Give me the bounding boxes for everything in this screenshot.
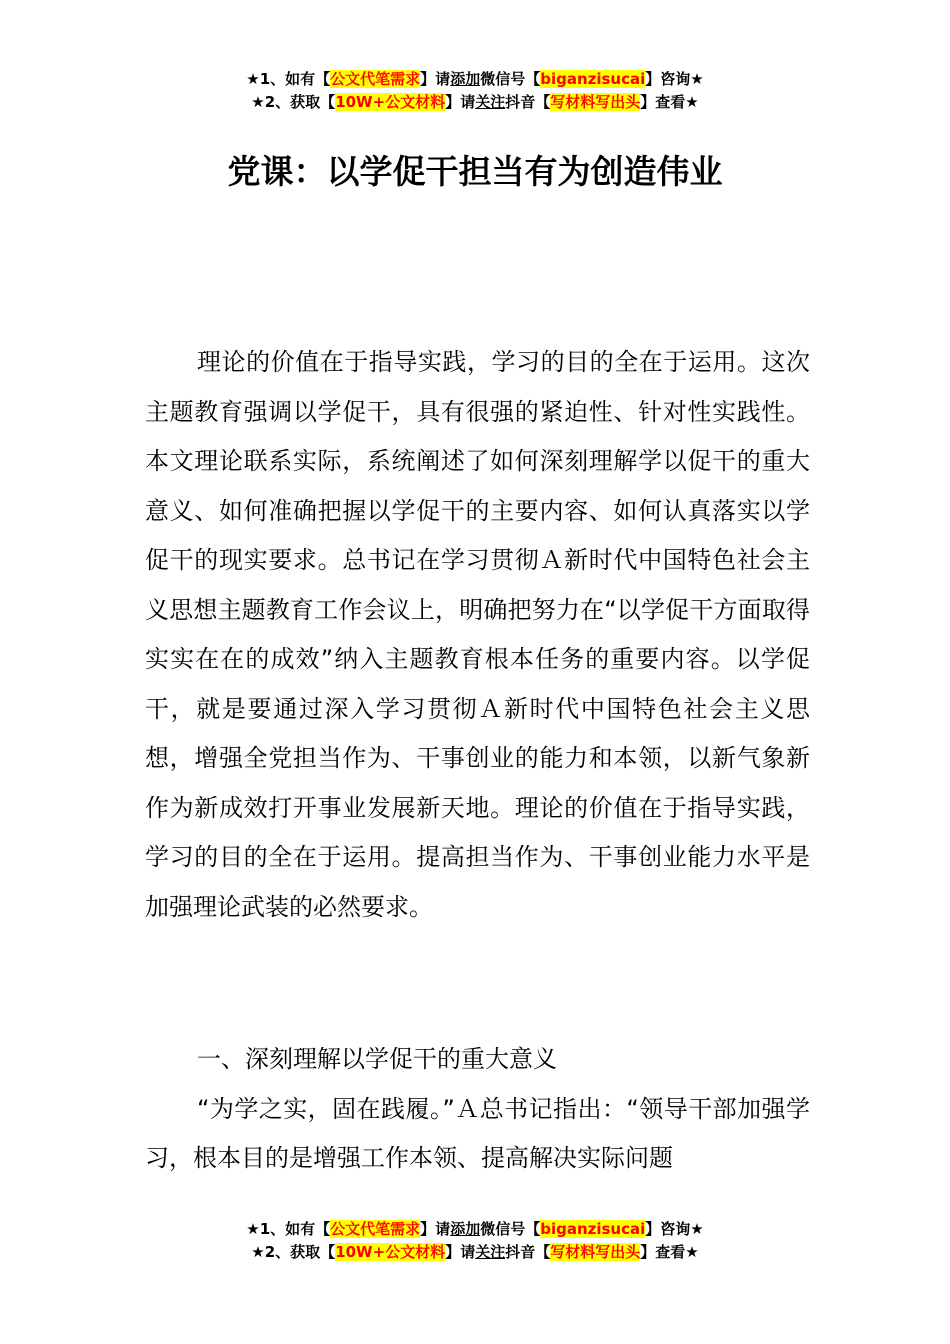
banner-text: 抖音【 <box>505 1243 551 1261</box>
banner-text: 】咨询★ <box>645 1220 704 1238</box>
banner-text: ★1、如有【 <box>246 1220 331 1238</box>
footer-line-1 <box>0 1218 950 1241</box>
banner-text: 】查看★ <box>640 1243 699 1261</box>
banner-text: 微信号【 <box>480 70 541 88</box>
banner-highlight: 公文代笔需求 <box>330 1220 421 1238</box>
banner-highlight: biganzisucai <box>540 1220 646 1238</box>
document-body <box>145 338 810 932</box>
banner-underline: 关注 <box>475 1243 506 1261</box>
banner-highlight: 10W+公文材料 <box>335 1243 446 1261</box>
banner-highlight: 写材料写出头 <box>550 93 641 111</box>
banner-underline: 添加 <box>450 1220 481 1238</box>
header-banner <box>0 68 950 114</box>
banner-highlight: biganzisucai <box>540 70 646 88</box>
banner-text: 】查看★ <box>640 93 699 111</box>
page-title: 党课：以学促干担当有为创造伟业 <box>227 152 723 191</box>
banner-text: 】请 <box>420 70 451 88</box>
section-heading: 一、深刻理解以学促干的重大意义 <box>197 1045 557 1073</box>
banner-text: 】请 <box>445 1243 476 1261</box>
intro-paragraph: 理论的价值在于指导实践，学习的目的全在于运用。这次主题教育强调以学促干，具有很强的紧迫性、针对性实践性。本文理论联系实际，系统阐述了如何深刻理解学以促干的重大意义、如何准确把握以学促干的主要内容、如何认真落实以学促干的现实要求。总书记在学习贯彻Ａ新时代中国特色社会主义思想主题教育工作会议上，明确把努力在“以学促干方面取得实实在在的成效”纳入主题教育根本任务的重要内容。以学促干，就是要通过深入学习贯彻Ａ新时代中国特色社会主义思想，增强全党担当作为、干事创业的能力和本领，以新气象新作为新成效打开事业发展新天地。理论的价值在于指导实践，学习的目的全在于运用。提高担当作为、干事创业能力水平是加强理论武装的必然要求。 <box>145 348 810 921</box>
banner-highlight: 写材料写出头 <box>550 1243 641 1261</box>
banner-text: 微信号【 <box>480 1220 541 1238</box>
section-paragraph: “为学之实，固在践履。”Ａ总书记指出：“领导干部加强学习，根本目的是增强工作本领、提高解决实际问题 <box>145 1094 810 1172</box>
banner-highlight: 10W+公文材料 <box>335 93 446 111</box>
banner-text: 】请 <box>445 93 476 111</box>
banner-underline: 添加 <box>450 70 481 88</box>
banner-text: ★1、如有【 <box>246 70 331 88</box>
footer-line-2 <box>0 1241 950 1264</box>
banner-text: ★2、获取【 <box>251 93 336 111</box>
banner-text: 】咨询★ <box>645 70 704 88</box>
header-line-2 <box>0 91 950 114</box>
section-1 <box>145 1035 810 1184</box>
banner-underline: 关注 <box>475 93 506 111</box>
banner-text: 】请 <box>420 1220 451 1238</box>
header-line-1 <box>0 68 950 91</box>
banner-highlight: 公文代笔需求 <box>330 70 421 88</box>
banner-text: ★2、获取【 <box>251 1243 336 1261</box>
banner-text: 抖音【 <box>505 93 551 111</box>
footer-banner <box>0 1218 950 1264</box>
